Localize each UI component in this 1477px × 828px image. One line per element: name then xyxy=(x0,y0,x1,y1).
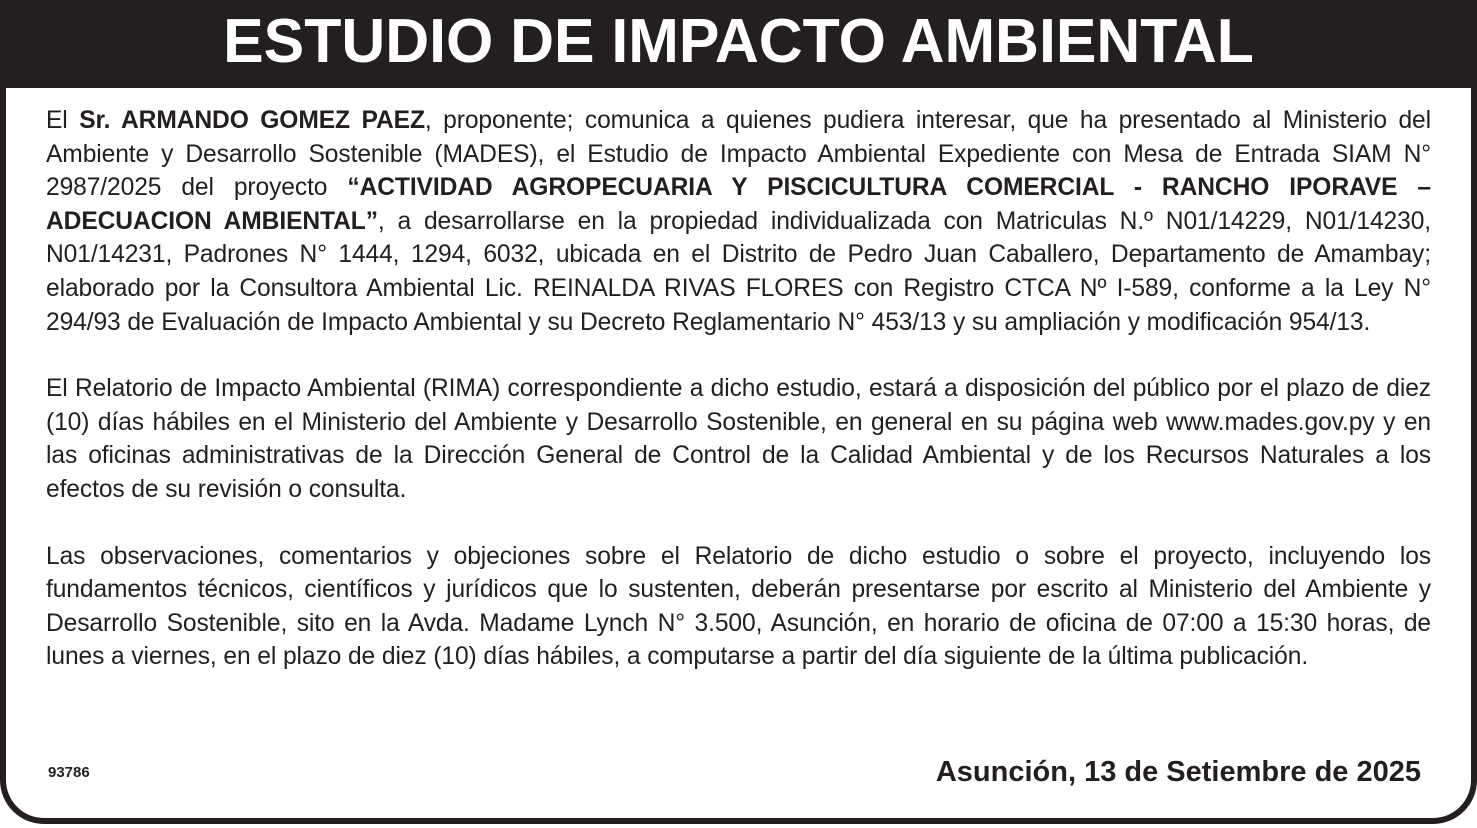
project-name: “ACTIVIDAD AGROPECUARIA Y PISCICULTURA COMERCIAL - RANCHO IPORAVE – ADECUACION AMBIENTAL” xyxy=(46,174,1431,235)
announcement-text-2: , a desarrollarse en la propiedad individualizada con Matriculas N.º N01/14229, N01/14230, N01/14231, Padrones N° 1444, 1294, 6032, ubicada en el Distrito de Pedro Juan Caballero, Departamento de Amambay; elaborado por la Consultora Ambiental Lic. REINALDA RIVAS FLORES con Registro CTCA Nº I-589, conforme a la Ley N° 294/93 de Evaluación de Impacto Ambiental y su Decreto Reglamentario N° 453/13 y su ampliación y modificación 954/13. xyxy=(46,207,1431,336)
reference-number: 93786 xyxy=(48,764,90,781)
paragraph-rima-availability: El Relatorio de Impacto Ambiental (RIMA) correspondiente a dicho estudio, estará a disposición del público por el plazo de diez (10) días hábiles en el Ministerio del Ambiente y Desarrollo Sostenible, en general en su página web www.mades.gov.py y en las oficinas administrativas de la Dirección General de Control de la Calidad Ambiental y de los Recursos Naturales a los efectos de su revisión o consulta. xyxy=(46,375,1431,503)
paragraph-announcement xyxy=(46,104,1431,339)
announcement-intro: El xyxy=(46,107,80,134)
place-and-date: Asunción, 13 de Setiembre de 2025 xyxy=(935,756,1421,788)
notice-body xyxy=(46,104,1431,707)
announcement-text-1: , proponente; comunica a quienes pudiera interesar, que ha presentado al Ministerio del Ambiente y Desarrollo Sostenible (MADES), el Estudio de Impacto Ambiental Expediente con Mesa de Entrada SIAM N° 2987/2025 del proyecto xyxy=(46,107,1432,202)
proponent-name: Sr. ARMANDO GOMEZ PAEZ xyxy=(79,107,425,134)
notice-title: ESTUDIO DE IMPACTO AMBIENTAL xyxy=(223,7,1254,76)
header-banner xyxy=(6,0,1471,88)
paragraph-observations: Las observaciones, comentarios y objeciones sobre el Relatorio de dicho estudio o sobre el proyecto, incluyendo los fundamentos técnicos, científicos y jurídicos que lo sustenten, deberán presentarse por escrito al Ministerio del Ambiente y Desarrollo Sostenible, sito en la Avda. Madame Lynch N° 3.500, Asunción, en horario de oficina de 07:00 a 15:30 horas, de lunes a viernes, en el plazo de diez (10) días hábiles, a computarse a partir del día siguiente de la última publicación. xyxy=(46,542,1431,671)
